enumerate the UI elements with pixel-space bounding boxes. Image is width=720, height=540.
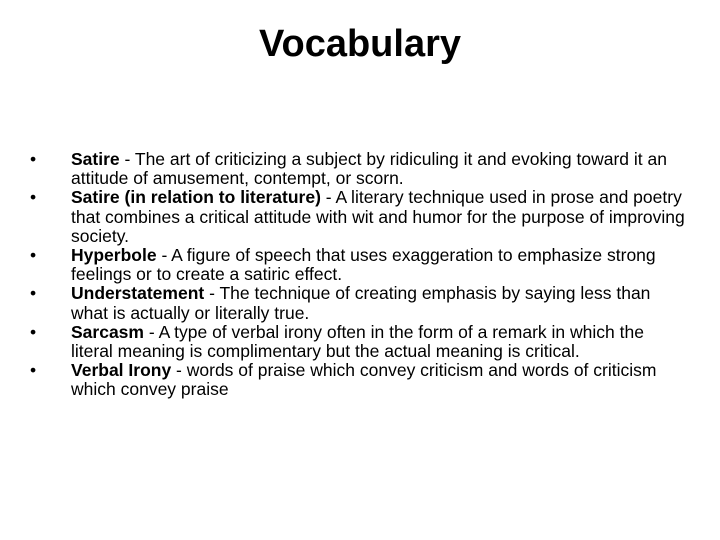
list-item: [30, 323, 690, 361]
term-definition: - A literary technique used in prose and poetry that combines a critical attitude with wit and humor for the purpose of improving society.: [71, 187, 685, 246]
bullet-icon: •: [30, 360, 37, 381]
term-definition: - A figure of speech that uses exaggeration to emphasize strong feelings or to create a satiric effect.: [71, 245, 656, 285]
term-name: Satire: [71, 149, 120, 169]
list-item: [30, 284, 690, 322]
slide-title: Vocabulary: [258, 23, 462, 65]
term-name: Satire (in relation to literature): [71, 187, 321, 208]
term-definition: - The technique of creating emphasis by saying less than what is actually or literally true.: [71, 283, 651, 323]
bullet-icon: •: [30, 321, 37, 342]
list-item: [30, 188, 690, 246]
term-name: Hyperbole: [71, 245, 157, 266]
bullet-icon: •: [30, 149, 37, 169]
list-item: [30, 246, 690, 284]
list-item: [30, 361, 690, 399]
bullet-icon: •: [30, 283, 37, 304]
term-definition: - The art of criticizing a subject by ridiculing it and evoking toward it an attitude of amusement, contempt, or scorn.: [71, 149, 667, 189]
term-name: Understatement: [71, 283, 205, 304]
bullet-icon: •: [30, 187, 37, 208]
term-definition: - words of praise which convey criticism and words of criticism which convey praise: [71, 360, 657, 400]
term-name: Sarcasm: [71, 321, 144, 342]
bullet-icon: •: [30, 245, 37, 266]
list-item: [30, 150, 690, 188]
term-definition: - A type of verbal irony often in the form of a remark in which the literal meaning is complimentary but the actual meaning is critical.: [71, 321, 644, 362]
term-name: Verbal Irony: [71, 360, 172, 381]
vocabulary-list: [30, 150, 690, 400]
